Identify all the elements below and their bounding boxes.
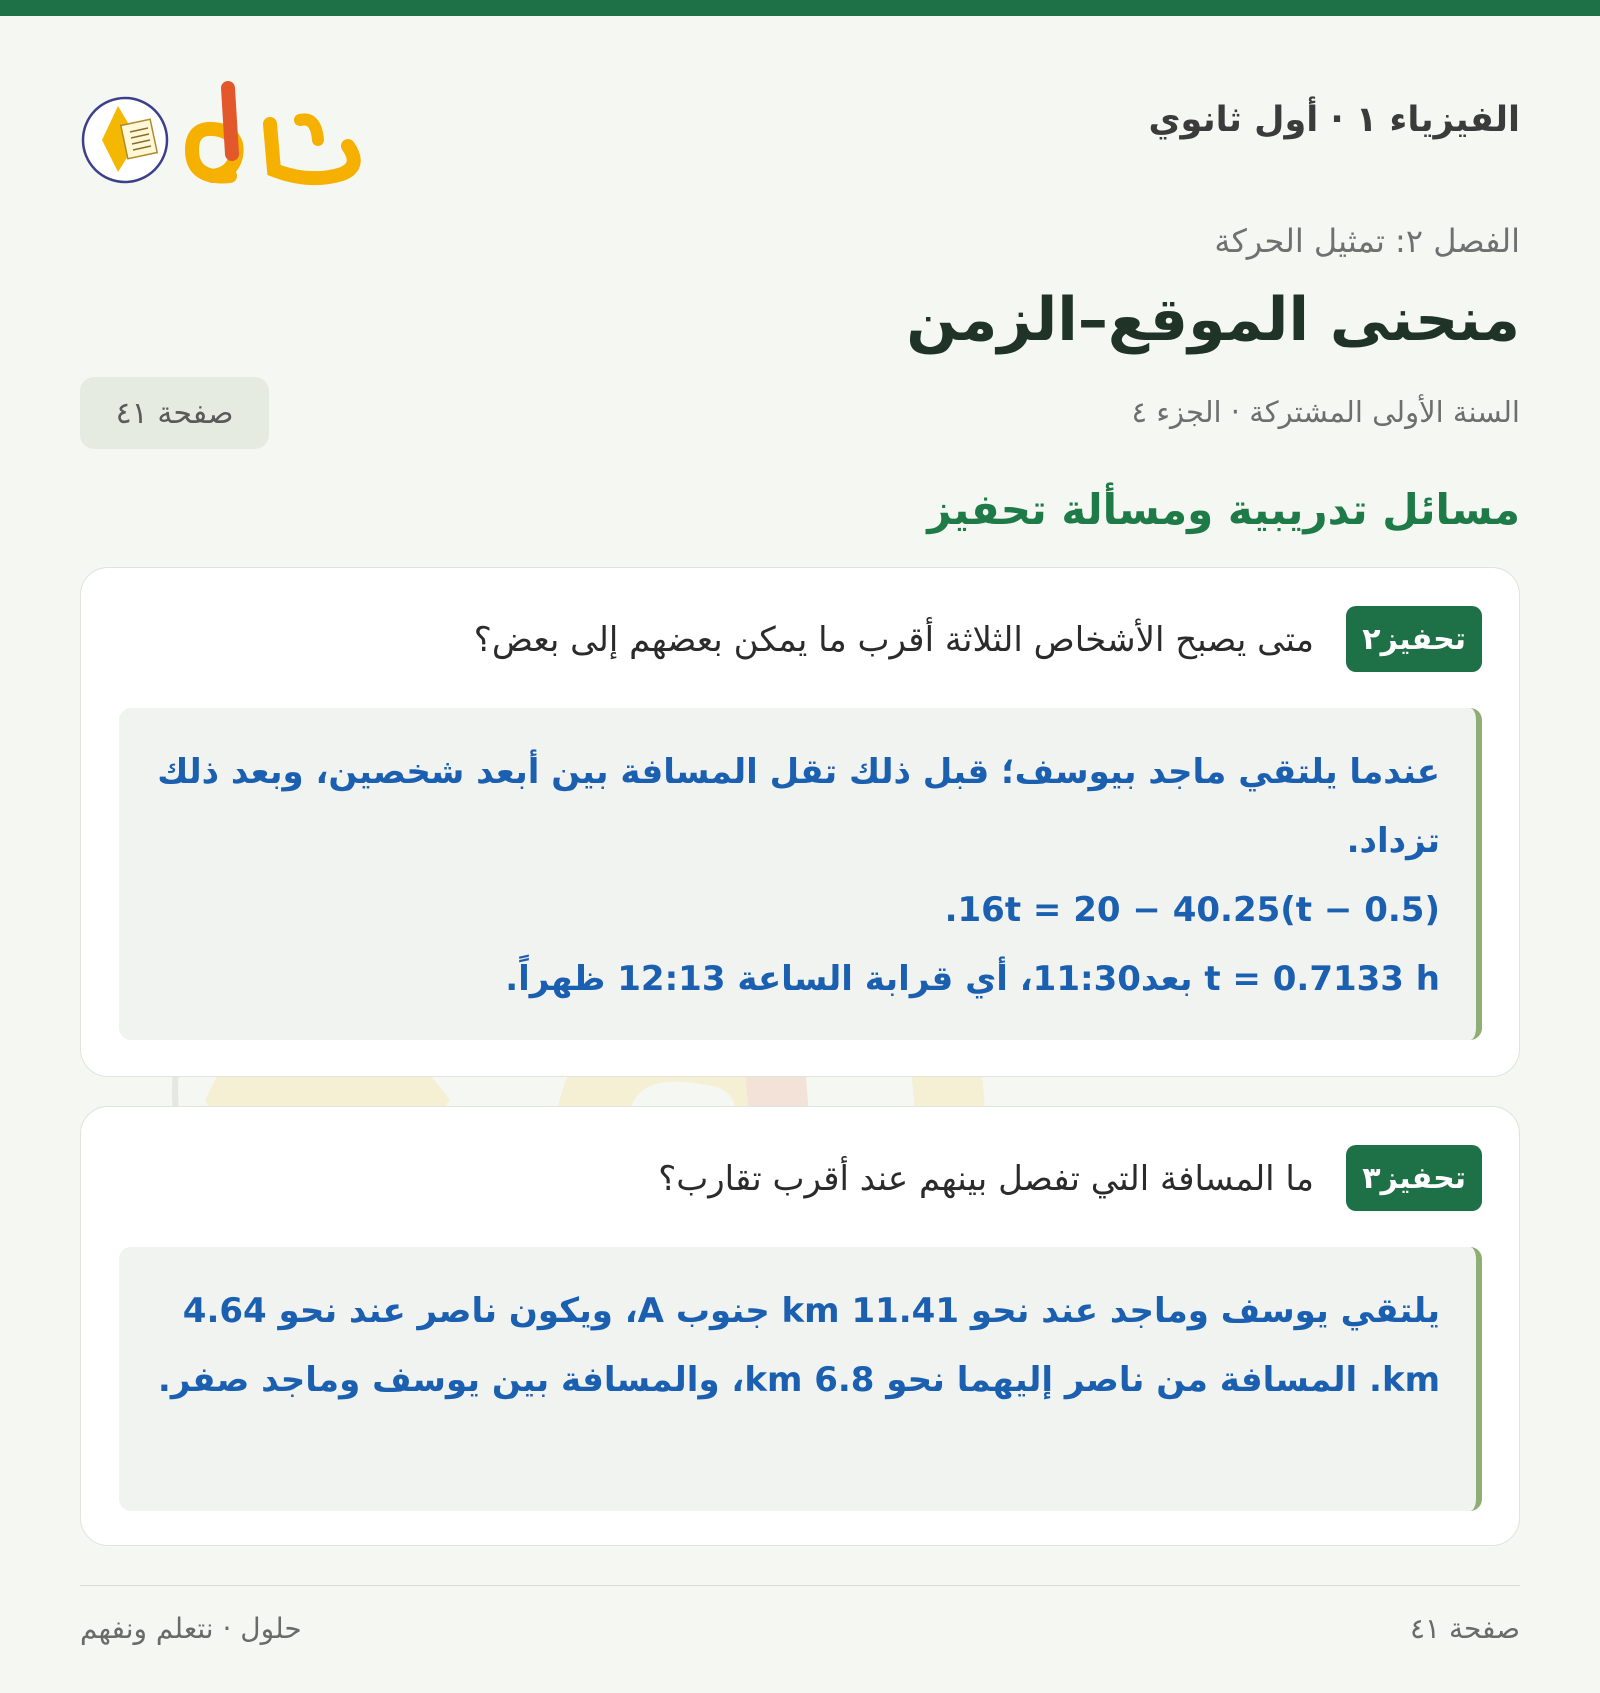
question-text: ما المسافة التي تفصل بينهم عند أقرب تقارب؟ bbox=[658, 1159, 1314, 1199]
question-badge: تحفيز٣ bbox=[1346, 1145, 1482, 1211]
lesson-title: منحنى الموقع–الزمن bbox=[906, 285, 1520, 355]
chapter-label: الفصل ٢: تمثيل الحركة bbox=[1214, 222, 1520, 260]
question-card bbox=[80, 1106, 1520, 1546]
answer-box bbox=[119, 1247, 1482, 1511]
answer-line: t = 0.7133 h بعد11:30، أي قرابة الساعة 12:13 ظهراً. bbox=[505, 959, 1440, 999]
question-badge: تحفيز٢ bbox=[1346, 606, 1482, 672]
page-number-badge: صفحة ٤١ bbox=[80, 377, 269, 449]
question-card bbox=[80, 567, 1520, 1077]
answer-equation: 16t = 20 − 40.25(t − 0.5). bbox=[944, 890, 1440, 930]
section-heading: مسائل تدريبية ومسألة تحفيز bbox=[927, 485, 1520, 534]
footer-tagline: حلول · نتعلم ونفهم bbox=[80, 1612, 302, 1645]
course-meta: السنة الأولى المشتركة · الجزء ٤ bbox=[1131, 395, 1520, 429]
answer-box bbox=[119, 708, 1482, 1040]
answer-line: يلتقي يوسف وماجد عند نحو 11.41 km جنوب A، ويكون ناصر عند نحو 4.64 km. المسافة من ناصر إليهما نحو 6.8 km، والمسافة بين يوسف وماجد صفر. bbox=[157, 1291, 1440, 1400]
question-text: متى يصبح الأشخاص الثلاثة أقرب ما يمكن بعضهم إلى بعض؟ bbox=[473, 620, 1314, 660]
footer-divider bbox=[80, 1585, 1520, 1586]
subject-title: الفيزياء ١ · أول ثانوي bbox=[1148, 100, 1520, 140]
top-accent-bar bbox=[0, 0, 1600, 16]
hulul-logo bbox=[80, 80, 370, 190]
footer-page-number: صفحة ٤١ bbox=[1409, 1612, 1520, 1645]
answer-line: عندما يلتقي ماجد بيوسف؛ قبل ذلك تقل المسافة بين أبعد شخصين، وبعد ذلك تزداد. bbox=[157, 752, 1440, 861]
page-header bbox=[80, 60, 1520, 190]
